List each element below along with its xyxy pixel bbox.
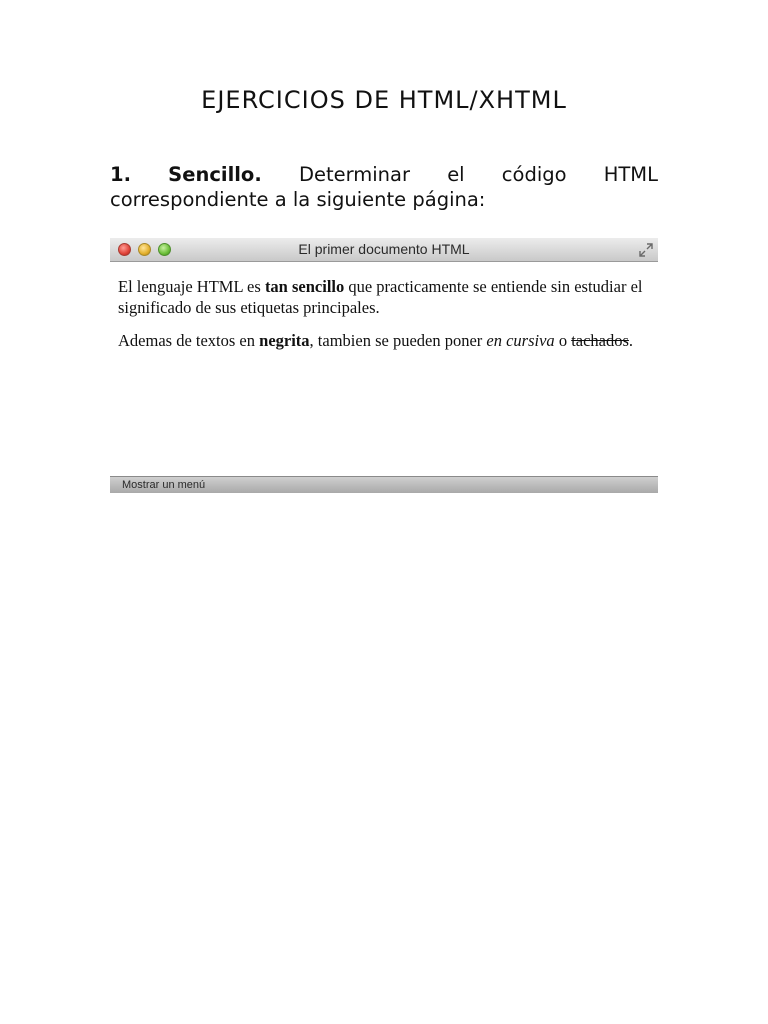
paragraph-1-text-before: El lenguaje HTML es [118,277,265,296]
exercise-number: 1. [110,163,131,186]
paragraph-2-strikethrough-text: tachados [571,331,629,350]
window-titlebar [110,238,658,262]
paragraph-2-text-before: Ademas de textos en [118,331,260,350]
paragraph-1-text-after: que practicamente se entiende sin estudiar el significado de sus etiquetas principales. [118,277,643,317]
paragraph-2-text-middle: , tambien se pueden poner [309,331,487,350]
paragraph-2-text-conjunction: o [554,331,572,350]
window-status-bar [110,476,658,493]
paragraph-2-text-end: . [628,331,634,350]
window-content [110,262,658,476]
document-title: EJERCICIOS DE HTML/XHTML [201,86,567,114]
status-bar-menu-label[interactable]: Mostrar un menú [122,479,206,491]
paragraph-1-bold-text: tan sencillo [264,277,345,296]
exercise-instruction: Determinar el código HTML correspondiente a la siguiente página: [110,163,658,211]
paragraph-2-bold-text: negrita [259,331,310,350]
content-paragraph-1 [118,276,653,318]
browser-window-screenshot [110,238,658,493]
paragraph-2-italic-text: en cursiva [486,331,555,350]
window-title: El primer documento HTML [298,241,470,257]
exercise-name: Sencillo. [168,163,262,186]
fullscreen-arrows-icon[interactable] [638,242,654,258]
content-paragraph-2 [118,330,653,351]
exercise-statement [110,162,658,212]
